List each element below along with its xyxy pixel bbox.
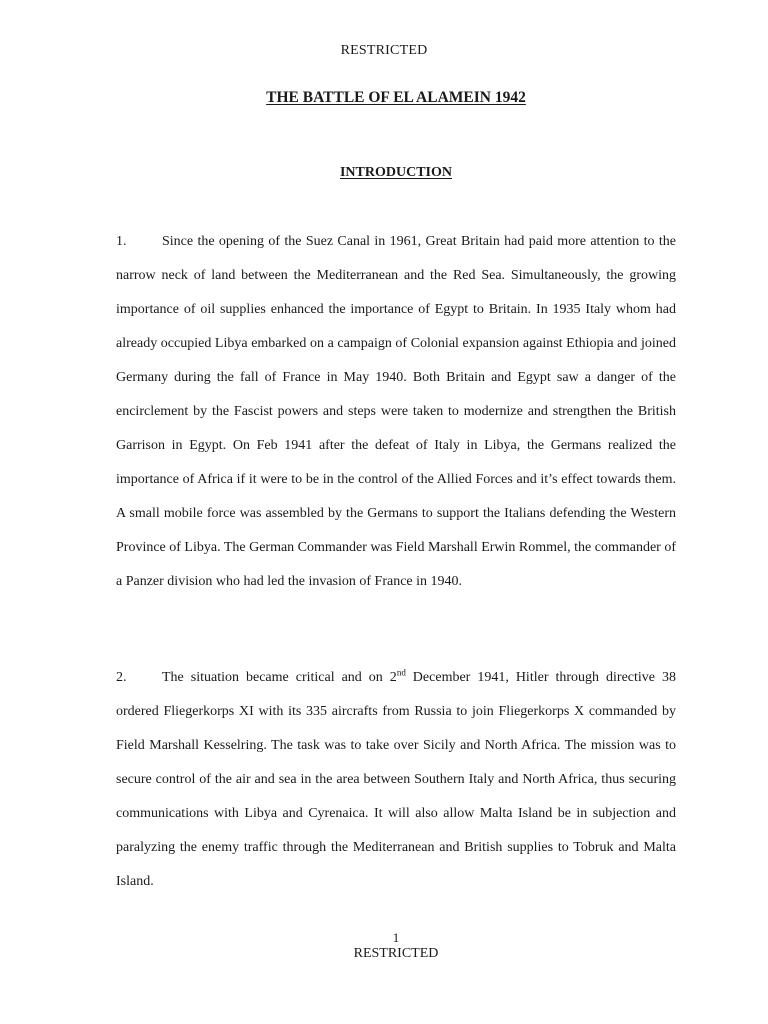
paragraph-1: [116, 225, 676, 599]
page-number: 1: [392, 930, 400, 945]
paragraph-text: Since the opening of the Suez Canal in 1961, Great Britain had paid more attention to the narrow neck of land between the Mediterranean and the Red Sea. Simultaneously, the growing importance of oil supplies enhanced the importance of Egypt to Britain. In 1935 Italy whom had already occupied Libya embarked on a campaign of Colonial expansion against Ethiopia and joined Germany during the fall of France in May 1940. Both Britain and Egypt saw a danger of the encirclement by the Fascist powers and steps were taken to modernize and strengthen the British Garrison in Egypt. On Feb 1941 after the defeat of Italy in Libya, the Germans realized the importance of Africa if it were to be in the control of the Allied Forces and it’s effect towards them. A small mobile force was assembled by the Germans to support the Italians defending the Western Province of Libya. The German Commander was Field Marshall Erwin Rommel, the commander of a Panzer division who had led the invasion of France in 1940.: [116, 234, 676, 589]
document-title: THE BATTLE OF EL ALAMEIN 1942: [266, 89, 526, 106]
header-classification-marking: RESTRICTED: [340, 43, 428, 58]
ordinal-suffix: nd: [396, 667, 406, 678]
paragraph-text-before-ordinal: The situation became critical and on 2: [162, 670, 397, 685]
paragraph-number: 2.: [116, 670, 127, 685]
paragraph-text-after-ordinal: December 1941, Hitler through directive 38 ordered Fliegerkorps XI with its 335 aircrafts from Russia to join Fliegerkorps X commanded by Field Marshall Kesselring. The task was to take over Sicily and North Africa. The mission was to secure control of the air and sea in the area between Southern Italy and North Africa, thus securing communications with Libya and Cyrenaica. It will also allow Malta Island be in subjection and paralyzing the enemy traffic through the Mediterranean and British supplies to Tobruk and Malta Island.: [116, 670, 677, 889]
paragraph-2: [116, 661, 676, 899]
section-heading-introduction: INTRODUCTION: [339, 165, 452, 180]
footer-classification-marking: RESTRICTED: [353, 946, 439, 961]
paragraph-number: 1.: [116, 234, 127, 249]
